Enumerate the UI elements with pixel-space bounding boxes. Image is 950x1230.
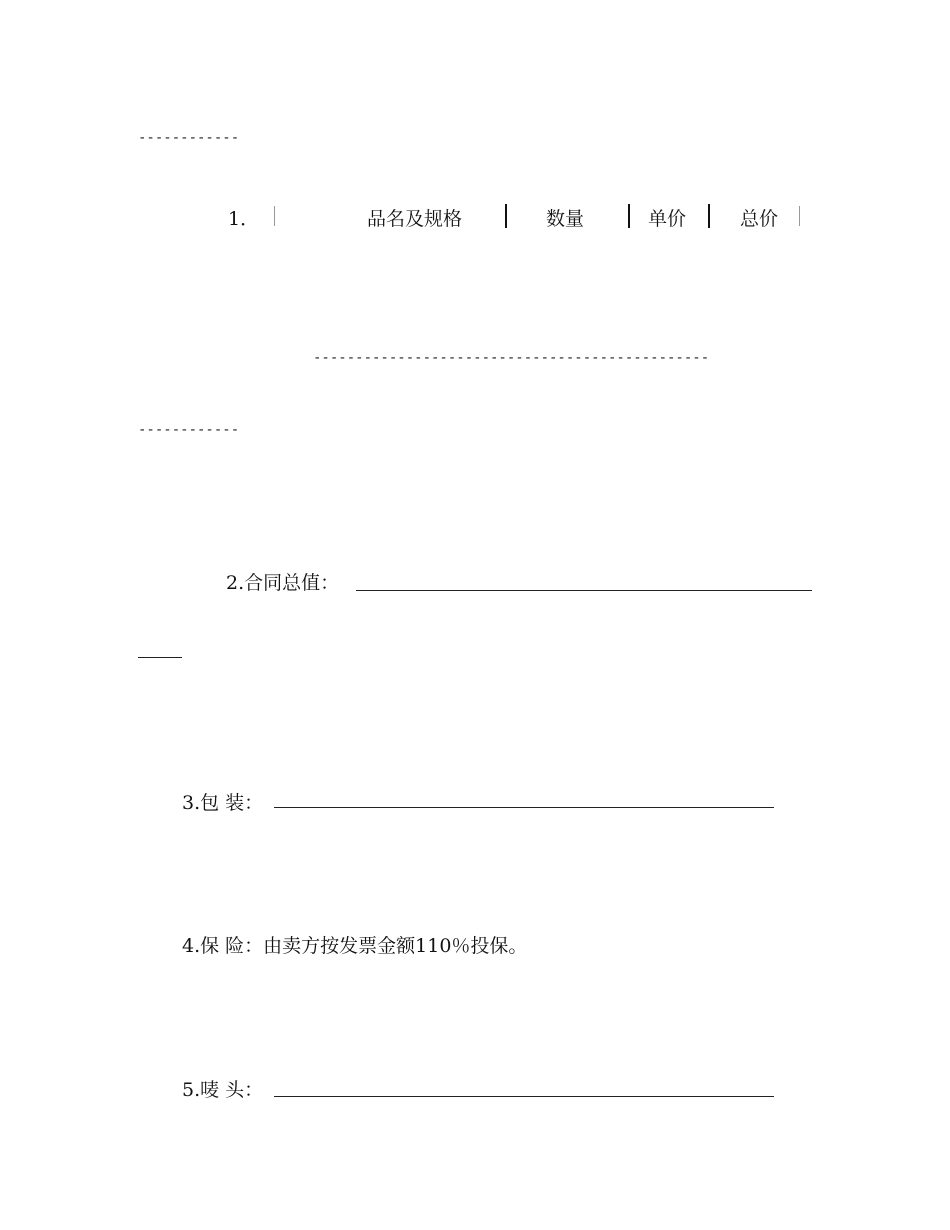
column-divider bbox=[505, 204, 507, 228]
table-separator-line: ----------------------------------------------- bbox=[313, 350, 710, 366]
table-row-number: 1． bbox=[228, 208, 260, 230]
packing-blank[interactable] bbox=[274, 807, 774, 808]
column-header-unit-price: 单价 bbox=[648, 208, 687, 230]
column-header-quantity: 数量 bbox=[546, 208, 585, 230]
contract-total-blank[interactable] bbox=[356, 590, 812, 591]
column-header-name: 品名及规格 bbox=[367, 208, 463, 230]
packing-label: 3.包 装： bbox=[182, 792, 264, 814]
column-header-total-price: 总价 bbox=[740, 208, 779, 230]
top-dash-line: ------------ bbox=[138, 130, 240, 146]
shipping-marks-label: 5.唛 头： bbox=[182, 1079, 264, 1101]
column-divider bbox=[628, 204, 630, 228]
table-separator-tail: ------------ bbox=[138, 422, 240, 438]
contract-total-label: 2.合同总值： bbox=[226, 572, 340, 594]
column-divider bbox=[708, 204, 710, 228]
table-border-left bbox=[274, 206, 275, 226]
shipping-marks-blank[interactable] bbox=[274, 1096, 774, 1097]
insurance-clause: 4.保 险：由卖方按发票金额110％投保。 bbox=[182, 935, 528, 957]
contract-total-blank-continued[interactable] bbox=[138, 657, 182, 658]
table-border-right bbox=[799, 206, 800, 226]
